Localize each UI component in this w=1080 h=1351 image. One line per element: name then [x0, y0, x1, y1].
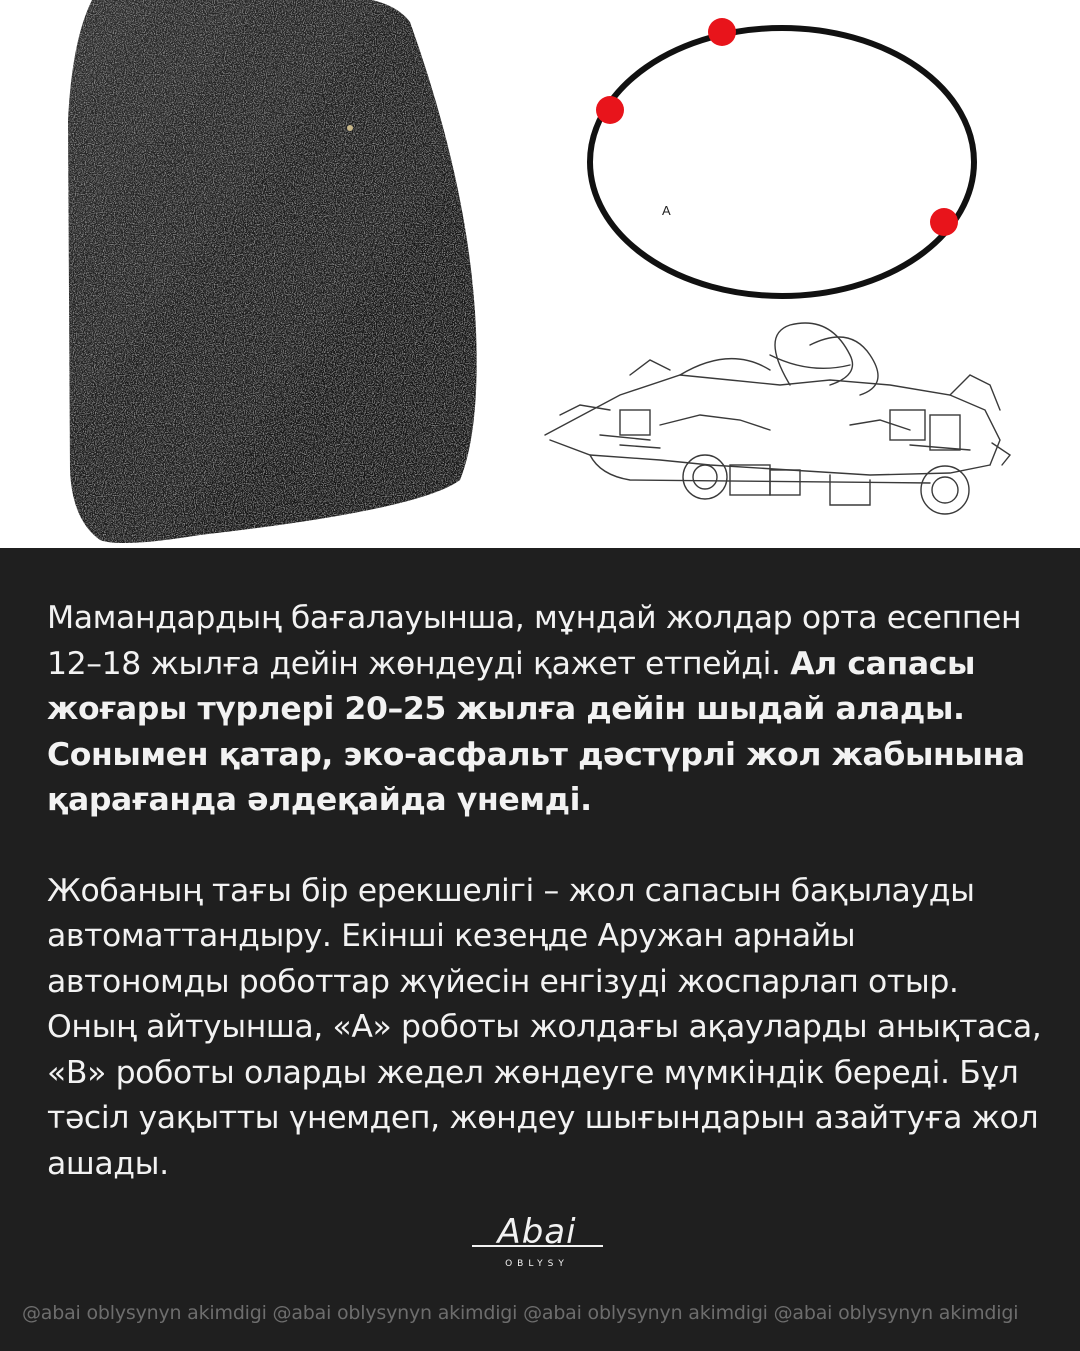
illustration-panel: [0, 0, 1080, 548]
robot-route-diagram: [560, 0, 1080, 320]
eco-asphalt-brick-image: [0, 0, 520, 548]
watermark-text: @abai oblysynyn akimdigi @abai oblysynyn akimdigi @abai oblysynyn akimdigi @abai oblysynyn akimdigi: [22, 1302, 1019, 1324]
route-ellipse: [590, 28, 974, 296]
svg-text:OBLYSY: OBLYSY: [505, 1259, 569, 1269]
route-marker: [930, 208, 958, 236]
paragraph-robots: Жобаның тағы бір ерекшелігі – жол сапасын бақылауды автоматтандыру. Екінші кезеңде Аружан арнайы автономды роботтар жүйесін енгізуді жоспарлап отыр. Оның айтуынша, «А» роботы жолдағы ақауларды анықтаса, «В» роботы оларды жедел жөндеуге мүмкіндік береді. Бұл тәсіл уақытты үнемдеп, жөндеу шығындарын азайтуға жол ашады.: [47, 872, 1042, 1182]
abai-oblysy-logo: [470, 1205, 605, 1275]
point-a-label: A: [662, 203, 671, 218]
paragraph-durability: [47, 596, 1047, 824]
article-text: [47, 596, 1047, 1187]
route-marker: [708, 18, 736, 46]
route-marker: [596, 96, 624, 124]
paragraph-durability-regular: Мамандардың бағалауынша, мұндай жолдар орта есеппен 12–18 жылға дейін жөндеуді қажет етпейді.: [47, 600, 1022, 682]
svg-text:Abai: Abai: [497, 1212, 577, 1252]
paragraph-durability-bold: Ал сапасы жоғары түрлері 20–25 жылға дейін шыдай алады. Сонымен қатар, эко-асфальт дәстүрлі жол жабынына қарағанда әлдеқайда үнемді.: [47, 645, 1025, 818]
robot-car-sketch: [530, 315, 1050, 535]
